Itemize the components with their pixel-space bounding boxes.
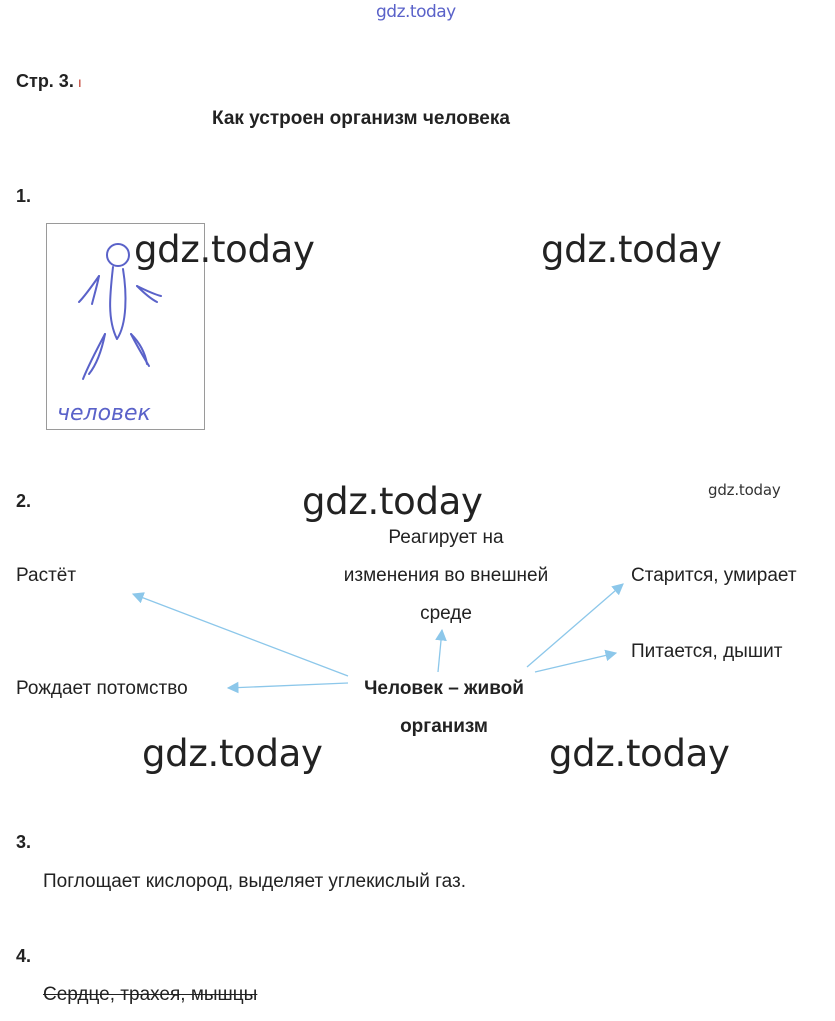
task-3-number: 3. <box>16 832 32 852</box>
node-feeds: Питается, дышит <box>631 641 783 662</box>
watermark-5: gdz.today <box>549 732 730 775</box>
arrow-to-grows <box>133 594 348 676</box>
node-center <box>346 670 542 746</box>
watermark-3: gdz.today <box>302 480 483 523</box>
node-ages: Старится, умирает <box>631 565 797 586</box>
page-label <box>16 71 82 92</box>
task-2-number: 2. <box>16 491 32 511</box>
arrow-to-reproduces <box>228 683 348 688</box>
node-center-line-2: организм <box>400 716 488 737</box>
task-4-answer: Сердце, трахея, мышцы <box>43 984 258 1005</box>
arrow-to-feeds <box>535 653 616 672</box>
node-reacts-line-2: изменения во внешней <box>343 565 549 586</box>
node-reacts-line-3: среде <box>420 603 472 624</box>
node-reacts <box>326 519 566 633</box>
watermark-1: gdz.today <box>134 228 315 271</box>
page-label-text: Стр. 3. <box>16 71 74 91</box>
task-4-number: 4. <box>16 946 32 966</box>
drawing-caption: человек <box>57 401 151 426</box>
watermark-4: gdz.today <box>142 732 323 775</box>
red-mark-icon: ı <box>77 74 82 90</box>
watermark-small: gdz.today <box>708 481 781 499</box>
page-title: Как устроен организм человека <box>212 108 510 129</box>
top-watermark: gdz.today <box>376 2 456 22</box>
node-center-line-1: Человек – живой <box>364 678 524 699</box>
task-1-number: 1. <box>16 186 32 206</box>
node-grows: Растёт <box>16 565 77 586</box>
watermark-2: gdz.today <box>541 228 722 271</box>
node-reacts-line-1: Реагирует на <box>388 527 504 548</box>
task-3-answer: Поглощает кислород, выделяет углекислый газ. <box>43 871 467 892</box>
arrow-to-reacts <box>438 630 442 672</box>
node-reproduces: Рождает потомство <box>16 678 188 699</box>
